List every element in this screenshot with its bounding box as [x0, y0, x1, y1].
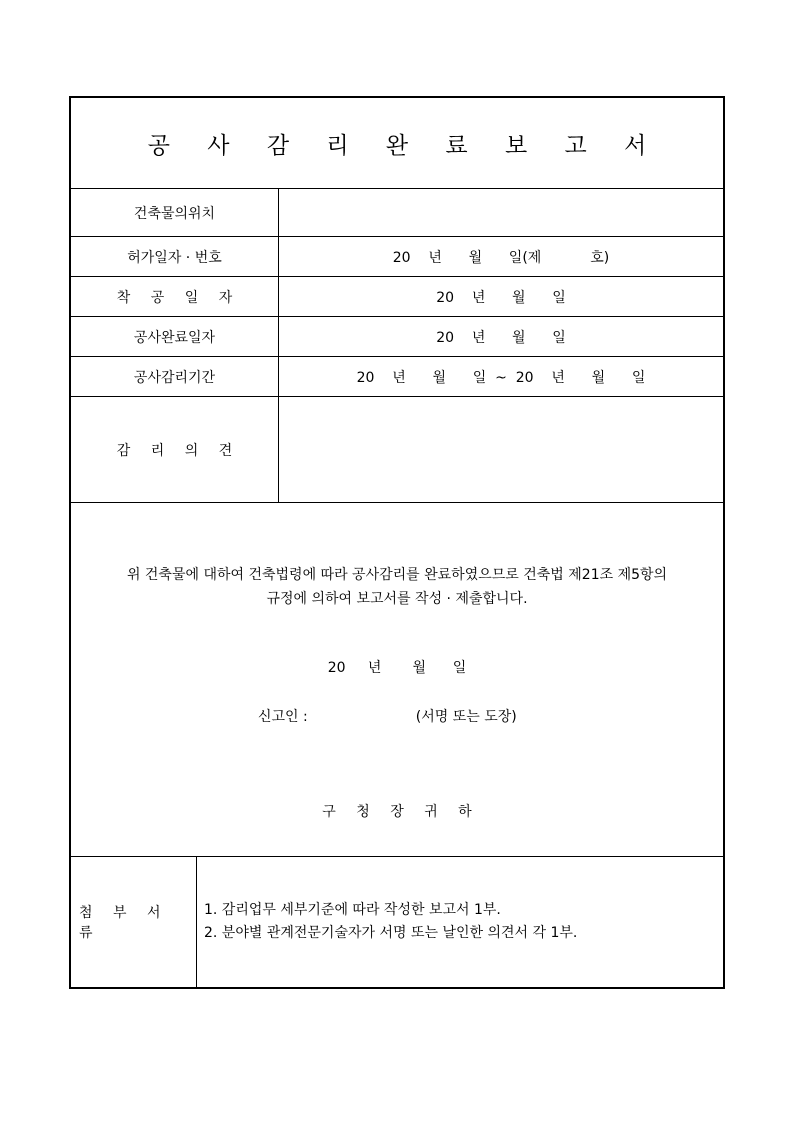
signature-note: (서명 또는 도장): [415, 709, 517, 725]
signer-line: [258, 706, 517, 726]
supervision-period-field[interactable]: 20 년 월 일 ~ 20 년 월 일: [356, 369, 646, 386]
form-title: 공 사 감 리 완 료 보 고 서: [71, 98, 723, 189]
addressee: 구 청 장 귀 하: [322, 804, 480, 820]
start-date-field[interactable]: 20 년 월 일: [436, 289, 566, 306]
start-date-label: 착 공 일 자: [71, 277, 279, 316]
completion-date-field[interactable]: 20 년 월 일: [436, 329, 566, 346]
attachments-list: [197, 857, 723, 987]
declaration-section: [71, 503, 723, 857]
statement-line-2: 규정에 의하여 보고서를 작성 · 제출합니다.: [266, 591, 528, 607]
completion-date-label: 공사완료일자: [71, 317, 279, 356]
permit-date-number-field[interactable]: 20 년 월 일(제 호): [392, 249, 610, 266]
row-supervision-period: [71, 357, 723, 397]
row-completion-date: [71, 317, 723, 357]
supervision-opinion-field[interactable]: [279, 397, 723, 502]
row-start-date: [71, 277, 723, 317]
row-building-location: [71, 189, 723, 237]
supervision-period-label: 공사감리기간: [71, 357, 279, 396]
signer-label: 신고인 :: [258, 709, 308, 725]
permit-label: 허가일자 · 번호: [71, 237, 279, 276]
row-supervision-opinion: [71, 397, 723, 503]
attachment-item: 1. 감리업무 세부기준에 따라 작성한 보고서 1부.: [204, 902, 501, 918]
statement-line-1: 위 건축물에 대하여 건축법령에 따라 공사감리를 완료하였으므로 건축법 제21조 제5항의: [126, 567, 668, 583]
row-permit: [71, 237, 723, 277]
attachments-label: 첨 부 서 류: [71, 857, 197, 987]
building-location-label: 건축물의위치: [71, 189, 279, 236]
declaration-statement: [71, 563, 723, 611]
declaration-date[interactable]: 20 년 월 일: [327, 660, 467, 676]
report-form: [69, 96, 725, 989]
building-location-field[interactable]: [279, 189, 723, 236]
supervision-opinion-label: 감 리 의 견: [71, 397, 279, 502]
attachment-item: 2. 분야별 관계전문기술자가 서명 또는 날인한 의견서 각 1부.: [204, 925, 578, 941]
attachments-section: [71, 857, 723, 987]
